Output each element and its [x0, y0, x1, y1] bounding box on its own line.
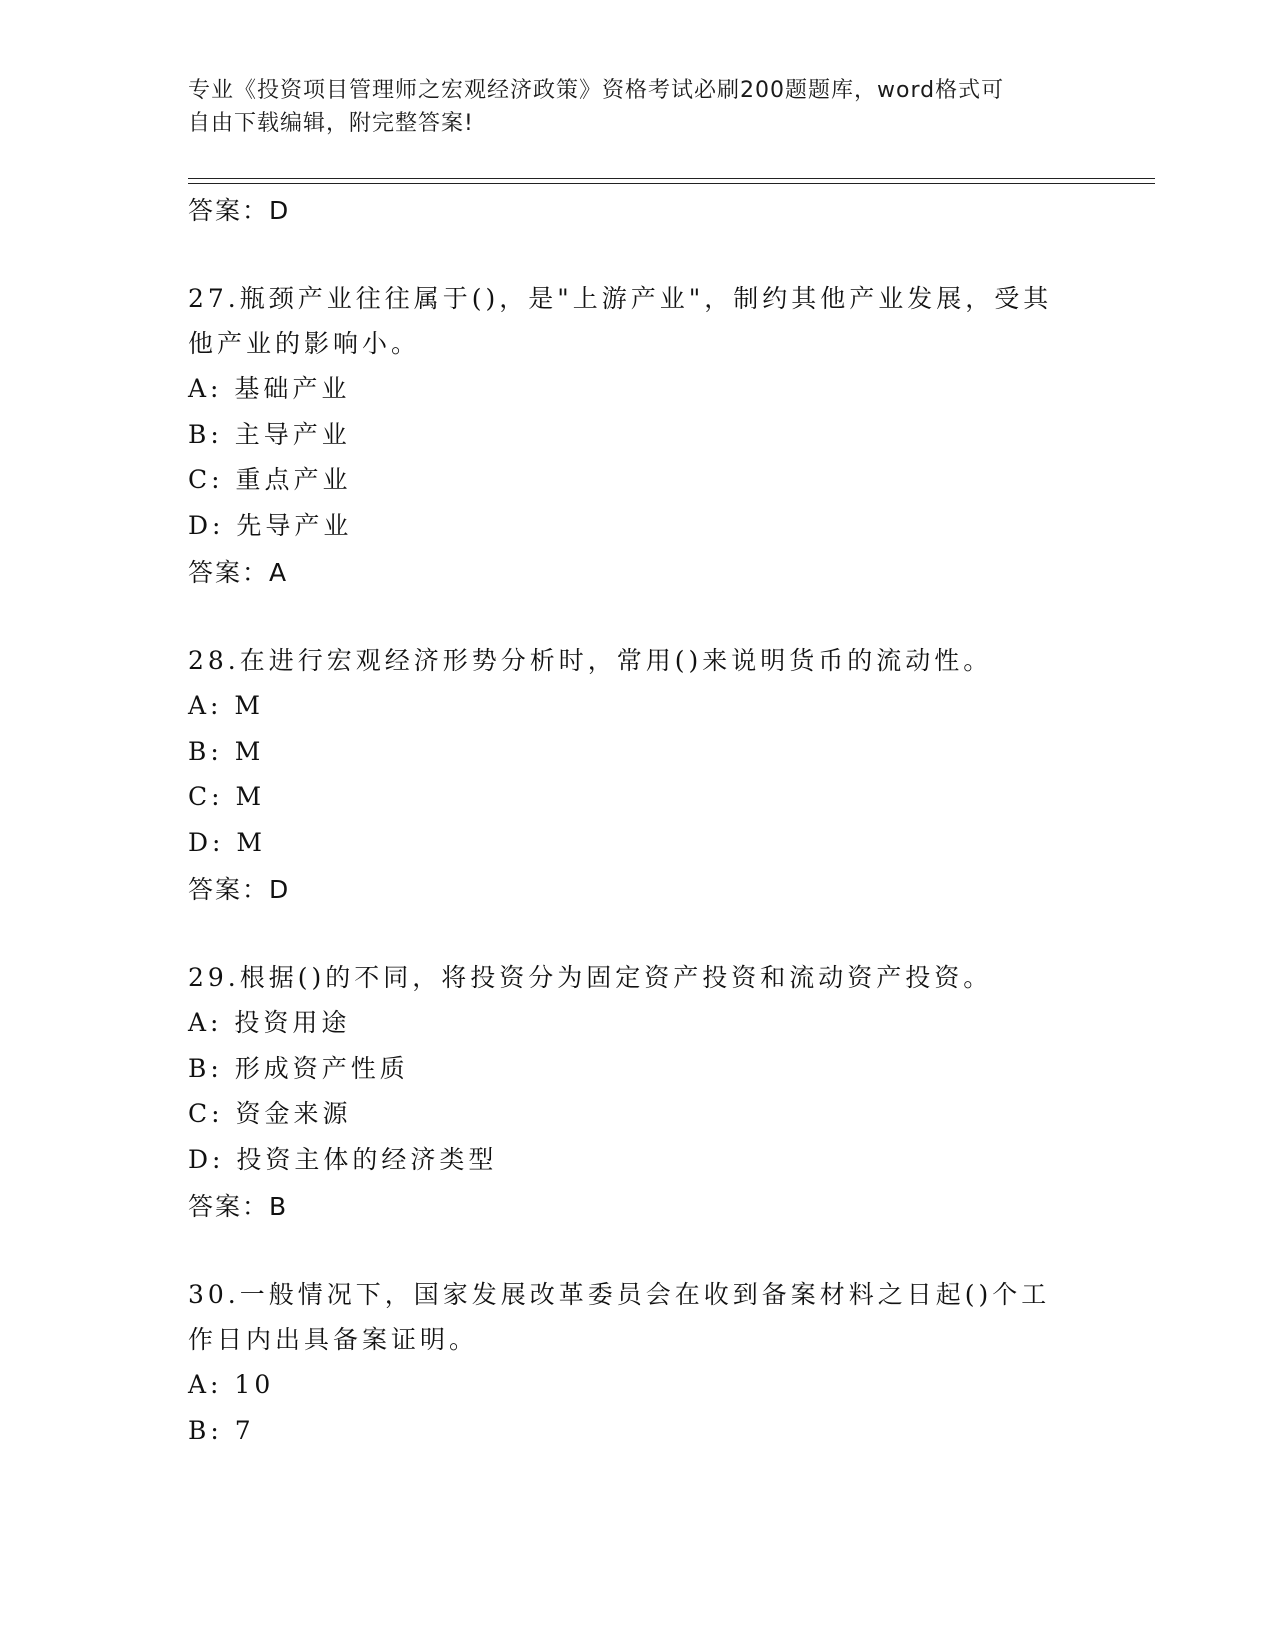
option-a: A: 10: [188, 1370, 275, 1399]
question-30: [188, 1272, 1088, 1453]
document-header: [188, 74, 1068, 140]
option-a: A: 基础产业: [188, 374, 351, 403]
question-text: 28.在进行宏观经济形势分析时，常用()来说明货币的流动性。: [188, 646, 993, 675]
answer: 答案：A: [188, 558, 289, 587]
answer: 答案：D: [188, 875, 291, 904]
option-a: A: M: [188, 691, 265, 720]
header-divider-bottom: [188, 183, 1155, 184]
header-line-2: 自由下载编辑，附完整答案!: [188, 111, 474, 136]
question-text: 30.一般情况下，国家发展改革委员会在收到备案材料之日起()个工作日内出具备案证明。: [188, 1280, 1051, 1354]
question-28: [188, 638, 1088, 915]
header-divider-top: [188, 178, 1155, 179]
question-27: [188, 276, 1088, 598]
question-text: 29.根据()的不同，将投资分为固定资产投资和流动资产投资。: [188, 963, 993, 992]
question-29: [188, 955, 1088, 1232]
previous-answer: 答案：D: [188, 196, 291, 225]
option-b: B: M: [188, 736, 265, 766]
answer: 答案：B: [188, 1192, 289, 1221]
question-list: [188, 186, 1088, 1453]
option-b: B: 形成资产性质: [188, 1053, 409, 1083]
option-c: C: 资金来源: [188, 1099, 352, 1128]
option-d: D: 先导产业: [188, 510, 353, 540]
option-d: D: M: [188, 827, 267, 857]
header-line-1: 专业《投资项目管理师之宏观经济政策》资格考试必刷200题题库，word格式可: [188, 78, 1005, 103]
option-c: C: 重点产业: [188, 465, 352, 494]
option-d: D: 投资主体的经济类型: [188, 1144, 498, 1174]
option-b: B: 7: [188, 1415, 255, 1445]
option-c: C: M: [188, 782, 266, 811]
option-a: A: 投资用途: [188, 1008, 351, 1037]
question-text: 27.瓶颈产业往往属于()，是"上游产业"，制约其他产业发展，受其他产业的影响小。: [188, 284, 1053, 358]
option-b: B: 主导产业: [188, 419, 351, 449]
